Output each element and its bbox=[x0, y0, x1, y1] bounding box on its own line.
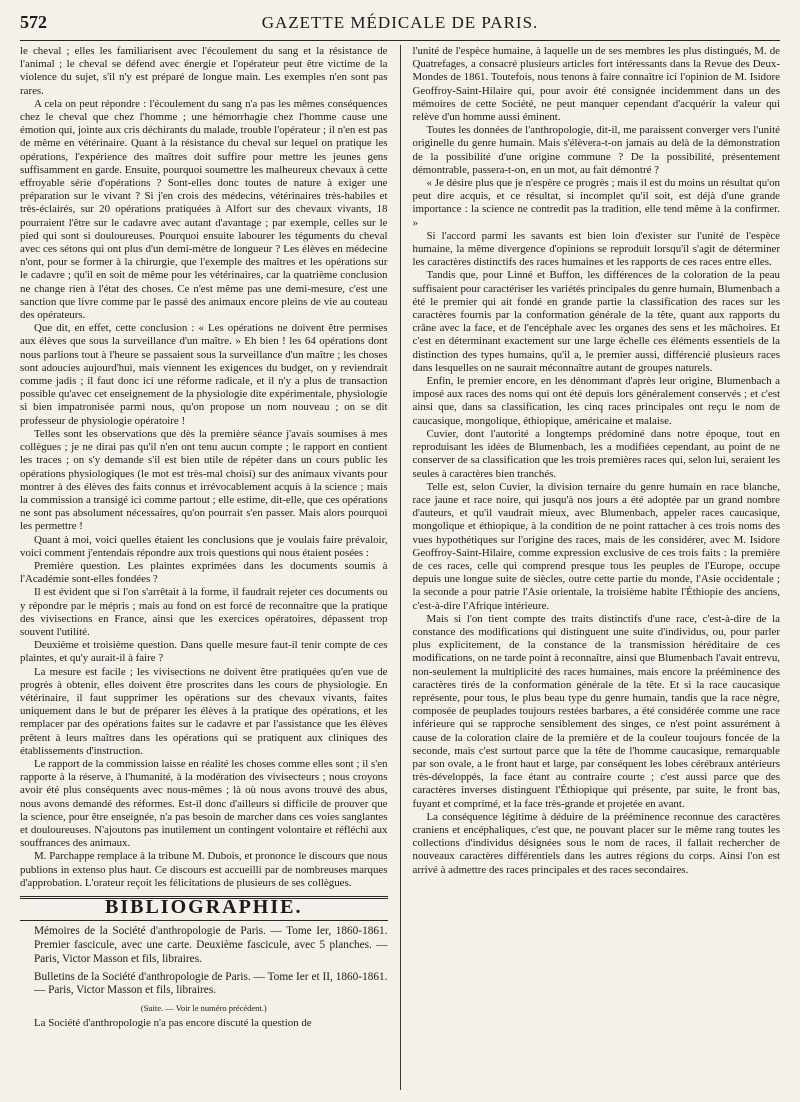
continuation-note: (Suite. — Voir le numéro précédent.) bbox=[140, 1003, 267, 1014]
section-divider bbox=[20, 920, 388, 921]
paragraph: « Je désire plus que je n'espère ce progrès ; mais il est du moins un résultat qu'on peut dire acquis, et ce résultat, si incomplet qu'il soit, est déjà d'une grande importance : la science ne contredit pas la tradition, elle tend même à la confirmer. » bbox=[412, 177, 780, 229]
paragraph: l'unité de l'espèce humaine, à laquelle un de ses membres les plus distingués, M. de Quatrefages, a consacré plusieurs articles fort intéressants dans la Revue des Deux-Mondes de 1861. Toutefois, nous tenons à faire connaître ici l'opinion de M. Isidore Geoffroy-Saint-Hilaire qui, pour avoir été consignée incidemment dans un des mémoires de cette Société, ne peut manquer cependant d'acquérir la valeur qui relève d'un homme aussi éminent. bbox=[412, 45, 780, 124]
journal-title: GAZETTE MÉDICALE DE PARIS. bbox=[261, 13, 539, 32]
paragraph: M. Parchappe remplace à la tribune M. Dubois, et prononce le discours que nous publions in extenso plus haut. Ce discours est accueilli par de nombreuses marques d'approbation. L'orateur reçoit les félicitations de plusieurs de ses collègues. bbox=[20, 850, 388, 889]
right-column bbox=[405, 45, 781, 1090]
page-header bbox=[20, 12, 780, 38]
bibliography-entry: Bulletins de la Société d'anthropologie de Paris. — Tome Ier et II, 1860-1861. — Paris, Victor Masson et fils, libraires. bbox=[34, 970, 388, 997]
paragraph: Toutes les données de l'anthropologie, dit-il, me paraissent converger vers l'unité originelle du genre humain. Mais s'élèvera-t-on jamais au delà de la démonstration de la possibilité d'une origine commune ? De la possibilité, présentement démontrable, passera-t-on, en un mot, au fait démontré ? bbox=[412, 124, 780, 176]
paragraph: Mais si l'on tient compte des traits distinctifs d'une race, c'est-à-dire de la constance des modifications qui distinguent une suite d'individus, ou, pour parler plus explicitement, de la constance de la transmission héréditaire de ces modifications, on ne tarde point à reconnaître, ainsi que Blumenbach l'avait entrevu, non-seulement la multiplicité des races humaines, mais encore la prééminence des caractères tirés de la conformation générale de la tête. Et si la race caucasique représente, pour tous, le plus beau type du genre humain, tandis que la race nègre, composée de peuplades toujours restées barbares, a été considérée comme une race inférieure qui se rapproche sensiblement des singes, ce n'est point assurément à cause de la coloration claire de la première et de la couleur toujours foncée de la seconde, mais c'est surtout parce que la tête de l'homme caucasique, remarquable par son ovale, a le front haut et large, par conséquent les lobes cérébraux antérieurs très-développés, la face étant au contraire courte ; c'est aussi parce que des caractères inverses distinguent l'Éthiopique qui présente, par suite, le front bas, fuyant et comprimé, et la face très-grande et projetée en avant. bbox=[412, 612, 780, 810]
paragraph: Le rapport de la commission laisse en réalité les choses comme elles sont ; il s'en rapporte à la réserve, à l'humanité, à la modération des vivisecteurs ; nous croyons avoir été plus conséquents avec nous-mêmes ; là où nous avons trouvé des abus, nous avons demandé des réformes. Est-il donc d'ailleurs si difficile de prouver que la science, pour être enseignée, n'a pas besoin de marcher dans ces voies sanglantes et douloureuses. N'ajoutons pas inutilement un contingent volontaire et réfléchi aux souffrances des animaux. bbox=[20, 757, 388, 850]
page-number: 572 bbox=[20, 12, 47, 32]
paragraph: Que dit, en effet, cette conclusion : « Les opérations ne doivent être permises aux élèves que sous la surveillance d'un maître. » Eh bien ! les 64 opérations dont nous parlions tout à l'heure se passaient sous la surveillance d'un maître ; les choses sont adoucies aujourd'hui, mais viennent les exigences du budget, on y reviendrait comme jadis ; il faut donc ici une réforme radicale, et il n'y a plus de transaction possible qu'avec cet enseignement de la physiologie dite expérimentale, physiologie si bien impatronisée parmi nous, qu'on propose un nom nouveau ; on se dit professeur de physiologie opératoire ! bbox=[20, 322, 388, 427]
paragraph: Deuxième et troisième question. Dans quelle mesure faut-il tenir compte de ces plaintes, et qu'y aurait-il à faire ? bbox=[20, 639, 388, 665]
paragraph: le cheval ; elles les familiarisent avec l'écoulement du sang et la résistance de l'animal ; le cheval se défend avec énergie et l'opérateur peut être victime de la violence du sujet, s'il n'y est préparé de longue main. Les exemples n'en sont pas rares. bbox=[20, 45, 388, 97]
paragraph: La mesure est facile ; les vivisections ne doivent être pratiquées qu'en vue de progrès à obtenir, elles doivent être proscrites dans les cours de physiologie. En vétérinaire, il faut supprimer les opérations sur des chevaux vivants, faites uniquement dans le but de préparer les élèves à la pratique des opérations, et les remplacer par des opérations faites sur le cadavre et par l'assistance que les élèves prêtent à leurs maîtres dans les opérations qui se pratiquent aux cliniques des établissements d'instruction. bbox=[20, 665, 388, 757]
bibliography-title: BIBLIOGRAPHIE. bbox=[105, 896, 303, 918]
column-divider bbox=[400, 45, 401, 1090]
paragraph: Tandis que, pour Linné et Buffon, les différences de la coloration de la peau suffisaient pour caractériser les variétés principales du genre humain, Blumenbach a été le premier qui ait fondé en grande partie la classification des races sur les caractères fournis par la conformation générale de la tête, quant aux rapports du crâne avec la face, et de l'encéphale avec les organes des sens et les mâchoires. Et c'est en déterminant exactement sur une large échelle ces éléments essentiels de la distinction des types humains, qu'il a, le premier aussi, différencié plusieurs races dans lesquelles on ne saurait méconnaître autant de groupes naturels. bbox=[412, 269, 780, 374]
paragraph: Si l'accord parmi les savants est bien loin d'exister sur l'unité de l'espèce humaine, la même divergence d'opinions se reproduit lorsqu'il s'agit de déterminer les caractères distinctifs des races humaines et les rapports de ces races entre elles. bbox=[412, 229, 780, 269]
paragraph: Première question. Les plaintes exprimées dans les documents soumis à l'Académie sont-elles fondées ? bbox=[20, 559, 388, 586]
paragraph: La Société d'anthropologie n'a pas encore discuté la question de bbox=[34, 1017, 312, 1030]
paragraph: La conséquence légitime à déduire de la prééminence reconnue des caractères craniens et encéphaliques, c'est que, ne pouvant placer sur le même rang toutes les collections d'individus désignées sous le nom de races, il fallait rechercher de nouveaux caractères différentiels dans les autres régions du corps. Ainsi l'on est arrivé à admettre des races principales et des races secondaires. bbox=[412, 810, 780, 876]
paragraph: Enfin, le premier encore, en les dénommant d'après leur origine, Blumenbach a imposé aux races des noms qui ont été depuis lors généralement conservés ; et c'est ainsi que, dans sa classification, les cinq races principales ont reçu le nom de caucasique, mongolique, éthiopique, américaine et malaise. bbox=[412, 375, 780, 427]
paragraph: Telle est, selon Cuvier, la division ternaire du genre humain en race blanche, race jaune et race noire, qui jusqu'à nos jours a été adoptée par un grand nombre d'auteurs, et qu'il vaudrait mieux, avec Blumenbach, appeler races caucasique, mongolique et éthiopique, à la condition de ne point rattacher à ces trois noms des vues hypothétiques sur l'origine des races, mais de les considérer, avec M. Isidore Geoffroy-Saint-Hilaire, comme expression exclusive de ces trois faits : la première de ces races, celle qui comprend presque tous les peuples de l'Europe, occupe depuis une longue suite de siècles, outre cette partie du monde, l'Asie occidentale ; la seconde a pour patrie l'Asie orientale, la troisième habite l'Éthiopie des anciens, c'est-à-dire l'Afrique intérieure. bbox=[412, 480, 780, 612]
header-rule bbox=[20, 40, 780, 41]
text-columns bbox=[20, 45, 780, 1090]
paragraph: Quant à moi, voici quelles étaient les conclusions que je voulais faire prévaloir, voici comment j'entendais répondre aux trois questions qui nous étaient posées : bbox=[20, 533, 388, 559]
bibliography-entry: Mémoires de la Société d'anthropologie de Paris. — Tome Ier, 1860-1861. Premier fascicule, avec une carte. Deuxième fascicule, avec 5 planches. — Paris, Victor Masson et fils, libraires. bbox=[34, 925, 388, 965]
paragraph: Il est évident que si l'on s'arrêtait à la forme, il faudrait rejeter ces documents ou y répondre par le mépris ; mais au fond on est forcé de reconnaître que la pratique des vivisections en France, ainsi que les exercices opératoires, dépassent trop souvent l'utilité. bbox=[20, 586, 388, 638]
paragraph: A cela on peut répondre : l'écoulement du sang n'a pas les mêmes conséquences chez le cheval que chez l'homme ; une hémorrhagie chez l'homme cause une émotion qui, jointe aux cris déchirants du malade, trouble l'opérateur ; il n'en est pas de même en vétérinaire. Quant à la résistance du cheval sur lequel on pratique les opérations, l'expérience des maîtres doit suffire pour mettre les jeunes gens suffisamment en garde. Ensuite, pourquoi soumettre les malheureux chevaux à cette effroyable série d'opérations ? Sont-elles donc toutes de nature à exiger une préparation sur le vivant ? Si j'en crois des médecins, vétérinaires très-habiles et très-éclairés, sur 20 opérations pratiquées à Alfort sur des chevaux vivants, 18 pourraient l'être sur le cadavre avec autant d'avantage ; par exemple, celles sur le pied qui sont si douloureuses. Pourquoi ensuite labourer les téguments du cheval avec ces sétons qui ont plus d'un demi-mètre de longueur ? Les élèves en médecine n'ont, pour se former à la chirurgie, que l'exemple des maîtres et les opérations sur le cadavre ; qu'il en soit de même pour les vétérinaires, car la quatrième conclusion ne change rien à l'état des choses. Ce n'est même pas une demi-mesure, c'est une sanction que livre comme par le passé des animaux encore pleins de vie au couteau des opérateurs. bbox=[20, 97, 388, 322]
paragraph: Telles sont les observations que dès la première séance j'avais soumises à mes collègues ; je ne dirai pas qu'il n'en ont tenu aucun compte ; le rapport en contient les traces ; on s'y demande s'il est bien utile de répéter dans un cours public les opérations physiologiques (le mot est très-mal choisi) sur des animaux vivants pour montrer à des élèves des faits connus et irrévocablement acquis à la science ; mais la commission a transigé ici comme partout ; elle estime, dit-elle, que ces opérations ne sont pas absolument nécessaires, qu'on pourrait s'en passer. Mais alors pourquoi les permettre ! bbox=[20, 427, 388, 533]
paragraph: Cuvier, dont l'autorité a longtemps prédominé dans notre époque, tout en reproduisant les idées de Blumenbach, les a modifiées cependant, au point de ne conserver de sa classification que les trois premières races qui, selon lui, seraient les seules à caractères bien tranchés. bbox=[412, 427, 780, 480]
left-column bbox=[20, 45, 396, 1090]
